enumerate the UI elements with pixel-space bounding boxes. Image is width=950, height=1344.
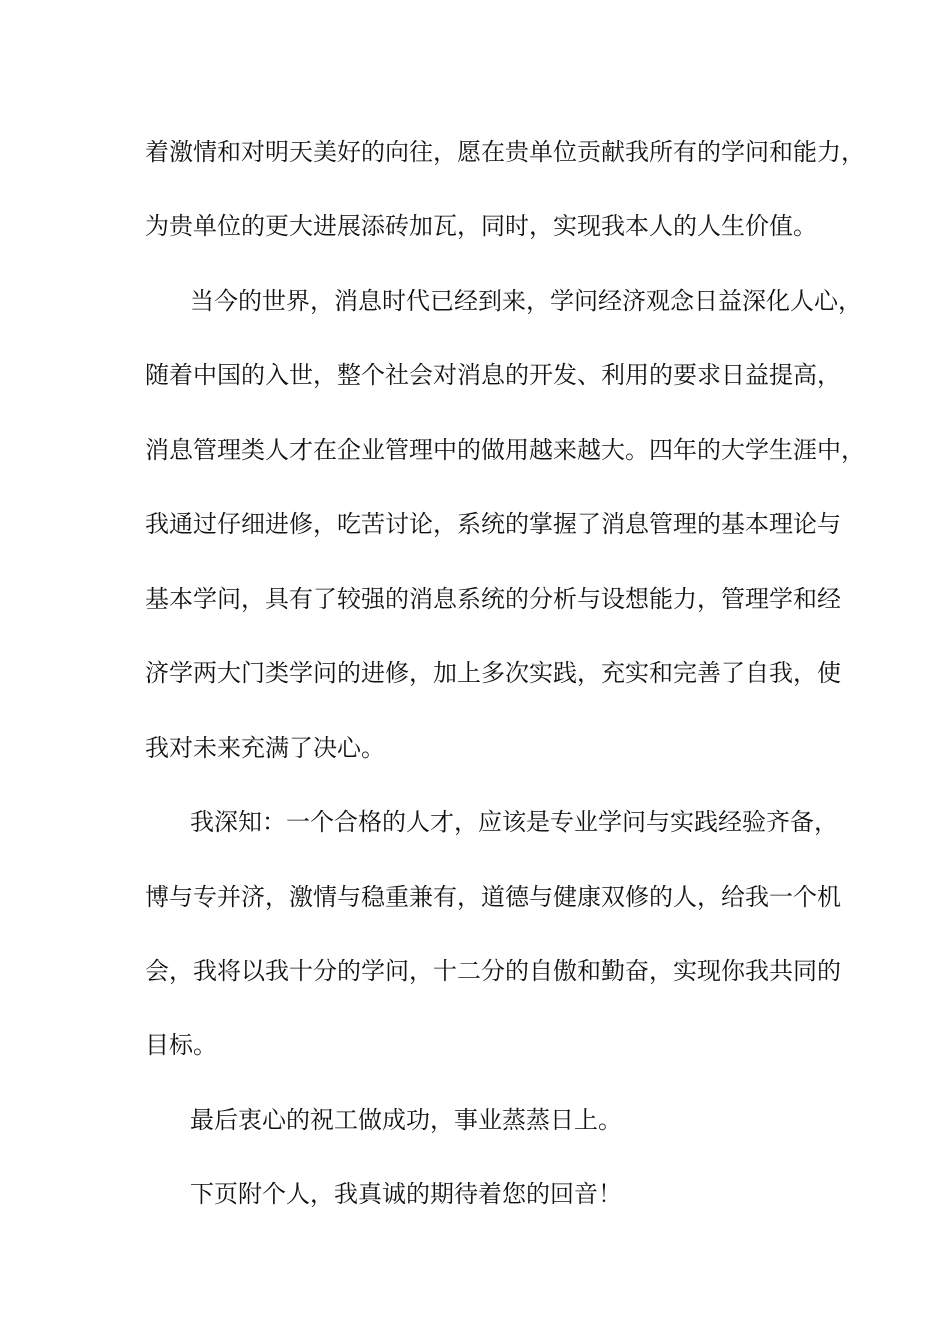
text-line: 会，我将以我十分的学问，十二分的自傲和勤奋，实现你我共同的 bbox=[145, 957, 841, 985]
text-line: 随着中国的入世，整个社会对消息的开发、利用的要求日益提高， bbox=[145, 361, 841, 389]
paragraph-start-line: 最后衷心的祝工做成功，事业蒸蒸日上。 bbox=[190, 1106, 622, 1134]
text-line: 为贵单位的更大进展添砖加瓦，同时，实现我本人的人生价值。 bbox=[145, 212, 817, 240]
paragraph-start-line: 当今的世界，消息时代已经到来，学问经济观念日益深化人心， bbox=[190, 287, 862, 315]
paragraph-start-line: 我深知：一个合格的人才，应该是专业学问与实践经验齐备， bbox=[190, 808, 838, 836]
text-line: 我通过仔细进修，吃苦讨论，系统的掌握了消息管理的基本理论与 bbox=[145, 510, 841, 538]
text-line: 我对未来充满了决心。 bbox=[145, 734, 385, 762]
text-line: 济学两大门类学问的进修，加上多次实践，充实和完善了自我，使 bbox=[145, 659, 841, 687]
text-line: 基本学问，具有了较强的消息系统的分析与设想能力，管理学和经 bbox=[145, 585, 841, 613]
text-line: 博与专并济，激情与稳重兼有，道德与健康双修的人，给我一个机 bbox=[145, 883, 841, 911]
text-line: 着激情和对明天美好的向往，愿在贵单位贡献我所有的学问和能力， bbox=[145, 138, 865, 166]
text-line: 消息管理类人才在企业管理中的做用越来越大。四年的大学生涯中， bbox=[145, 436, 865, 464]
text-line: 目标。 bbox=[145, 1031, 217, 1059]
paragraph-start-line: 下页附个人，我真诚的期待着您的回音！ bbox=[190, 1180, 622, 1208]
